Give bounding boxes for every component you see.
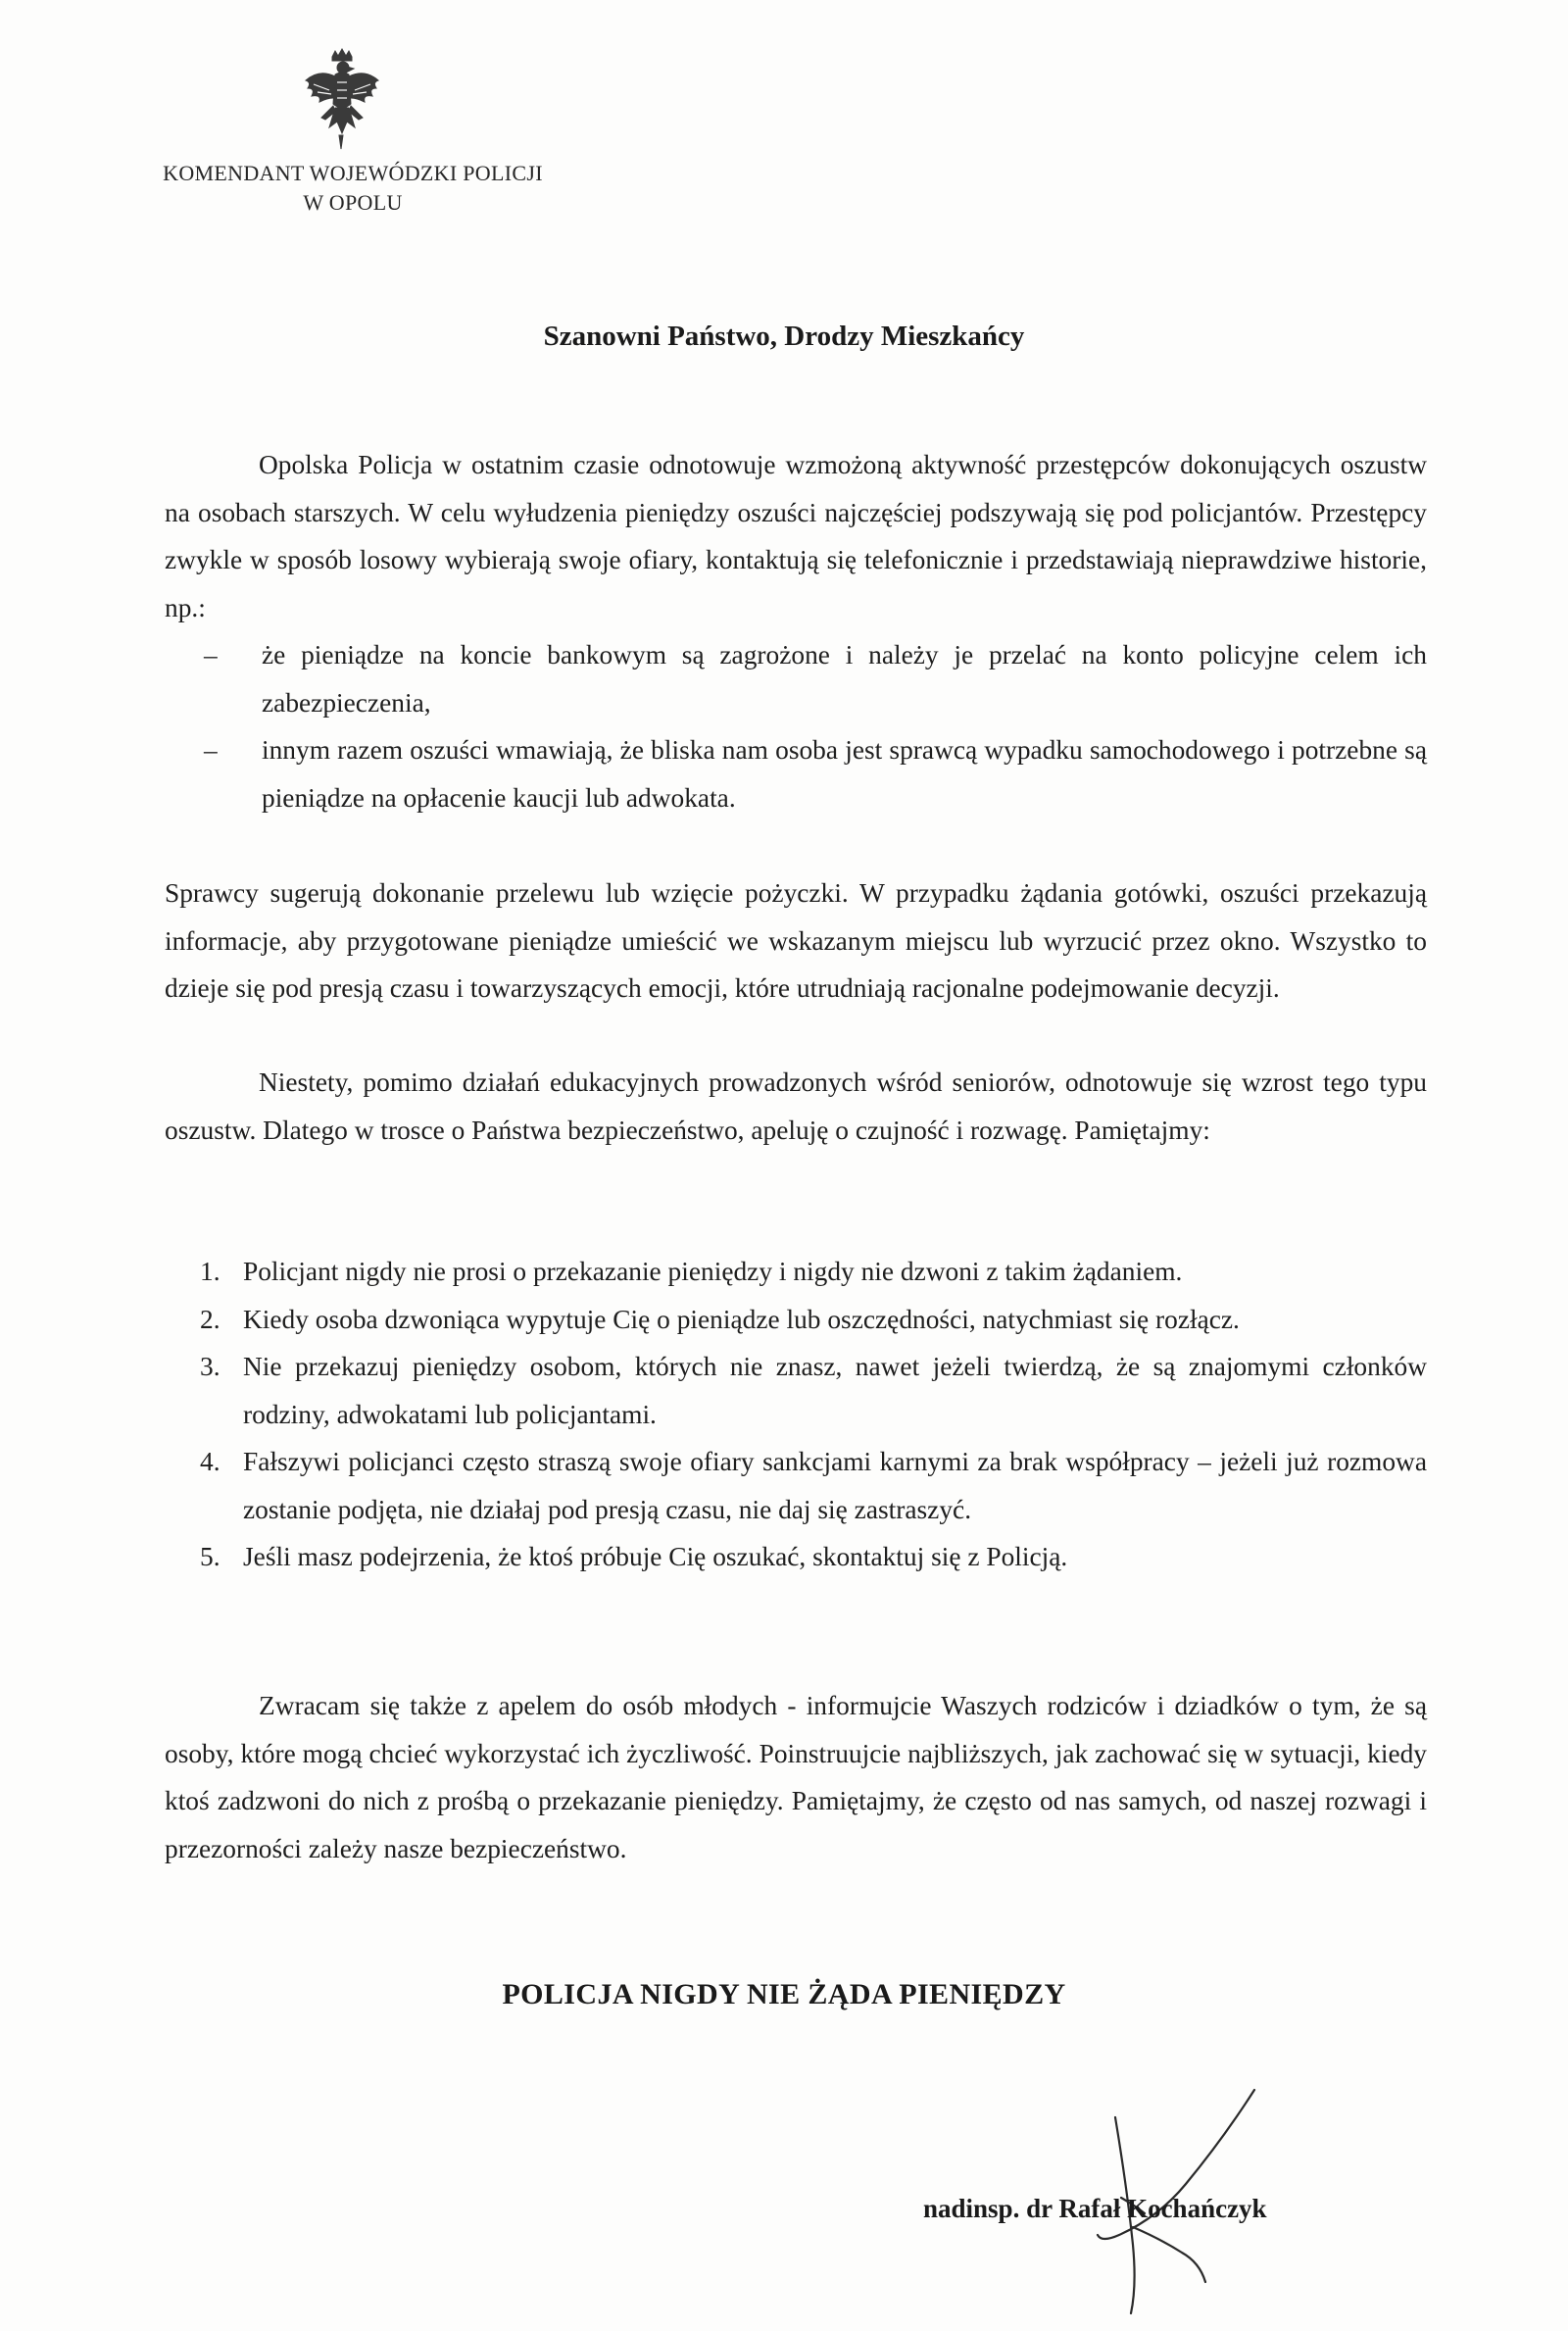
list-item-text: Fałszywi policjanci często straszą swoje ofiary sankcjami karnymi za brak współpracy – jeżeli już rozmowa zostanie podjęta, nie działaj pod presją czasu, nie daj się zastraszyć.	[243, 1447, 1427, 1524]
paragraph-2: Sprawcy sugerują dokonanie przelewu lub wzięcie pożyczki. W przypadku żądania gotówki, oszuści przekazują informacje, aby przygotowane pieniądze umieścić we wskazanym miejscu lub wyrzucić przez okno. Wszystko to dzieje się pod presją czasu i towarzyszących emocji, które utrudniają racjonalne podejmowanie decyzji.	[165, 878, 1427, 1003]
paragraph-3: Niestety, pomimo działań edukacyjnych prowadzonych wśród seniorów, odnotowuje się wzrost tego typu oszustw. Dlatego w trosce o Państwa bezpieczeństwo, apeluję o czujność i rozwagę. Pamiętajmy:	[165, 1067, 1427, 1145]
examples-list	[165, 631, 1427, 821]
list-item	[165, 726, 1427, 821]
list-item	[165, 1533, 1427, 1581]
salutation: Szanowni Państwo, Drodzy Mieszkańcy	[543, 321, 1025, 352]
list-number: 3.	[200, 1352, 220, 1381]
list-item-text: Jeśli masz podejrzenia, że ktoś próbuje Cię oszukać, skontaktuj się z Policją.	[243, 1542, 1068, 1571]
list-item-text: Policjant nigdy nie prosi o przekazanie pieniędzy i nigdy nie dzwoni z takim żądaniem.	[243, 1257, 1183, 1286]
list-item	[165, 1438, 1427, 1533]
signatory-name: nadinsp. dr Rafał Kochańczyk	[923, 2194, 1267, 2223]
paragraph-4: Zwracam się także z apelem do osób młodych - informujcie Waszych rodziców i dziadków o tym, że są osoby, które mogą chcieć wykorzystać ich życzliwość. Poinstruujcie najbliższych, jak zachować się w sytuacji, kiedy ktoś zadzwoni do nich z prośbą o przekazanie pieniędzy. Pamiętajmy, że często od nas samych, od naszej rozwagi i przezorności zależy nasze bezpieczeństwo.	[165, 1691, 1427, 1863]
list-number: 5.	[200, 1542, 220, 1571]
list-item-text: Kiedy osoba dzwoniąca wypytuje Cię o pieniądze lub oszczędności, natychmiast się rozłącz.	[243, 1304, 1240, 1334]
list-number: 1.	[200, 1257, 220, 1286]
issuer-title: KOMENDANT WOJEWÓDZKI POLICJI	[163, 161, 543, 185]
list-number: 2.	[200, 1304, 220, 1334]
list-item	[165, 1248, 1427, 1296]
issuer-header	[98, 159, 608, 218]
list-item-text: innym razem oszuści wmawiają, że bliska nam osoba jest sprawcą wypadku samochodowego i potrzebne są pieniądze na opłacenie kaucji lub adwokata.	[262, 735, 1427, 813]
list-item	[165, 631, 1427, 726]
list-item	[165, 1343, 1427, 1438]
rules-list	[165, 1248, 1427, 1581]
intro-paragraph: Opolska Policja w ostatnim czasie odnotowuje wzmożoną aktywność przestępców dokonujących oszustw na osobach starszych. W celu wyłudzenia pieniędzy oszuści najczęściej podszywają się pod policjantów. Przestępcy zwykle w sposób losowy wybierają swoje ofiary, kontaktują się telefonicznie i przedstawiają nieprawdziwe historie, np.:	[165, 450, 1427, 622]
list-item-text: Nie przekazuj pieniędzy osobom, których nie znasz, nawet jeżeli twierdzą, że są znajomymi członków rodziny, adwokatami lub policjantami.	[243, 1352, 1427, 1429]
list-item	[165, 1296, 1427, 1344]
list-marker: –	[204, 640, 218, 670]
list-item-text: że pieniądze na koncie bankowym są zagrożone i należy je przelać na konto policyjne celem ich zabezpieczenia,	[262, 640, 1427, 718]
issuer-city: W OPOLU	[303, 190, 403, 215]
polish-eagle-emblem-icon	[300, 47, 384, 155]
list-number: 4.	[200, 1447, 220, 1476]
closing-statement: POLICJA NIGDY NIE ŻĄDA PIENIĘDZY	[502, 1978, 1066, 2010]
list-marker: –	[204, 735, 218, 765]
